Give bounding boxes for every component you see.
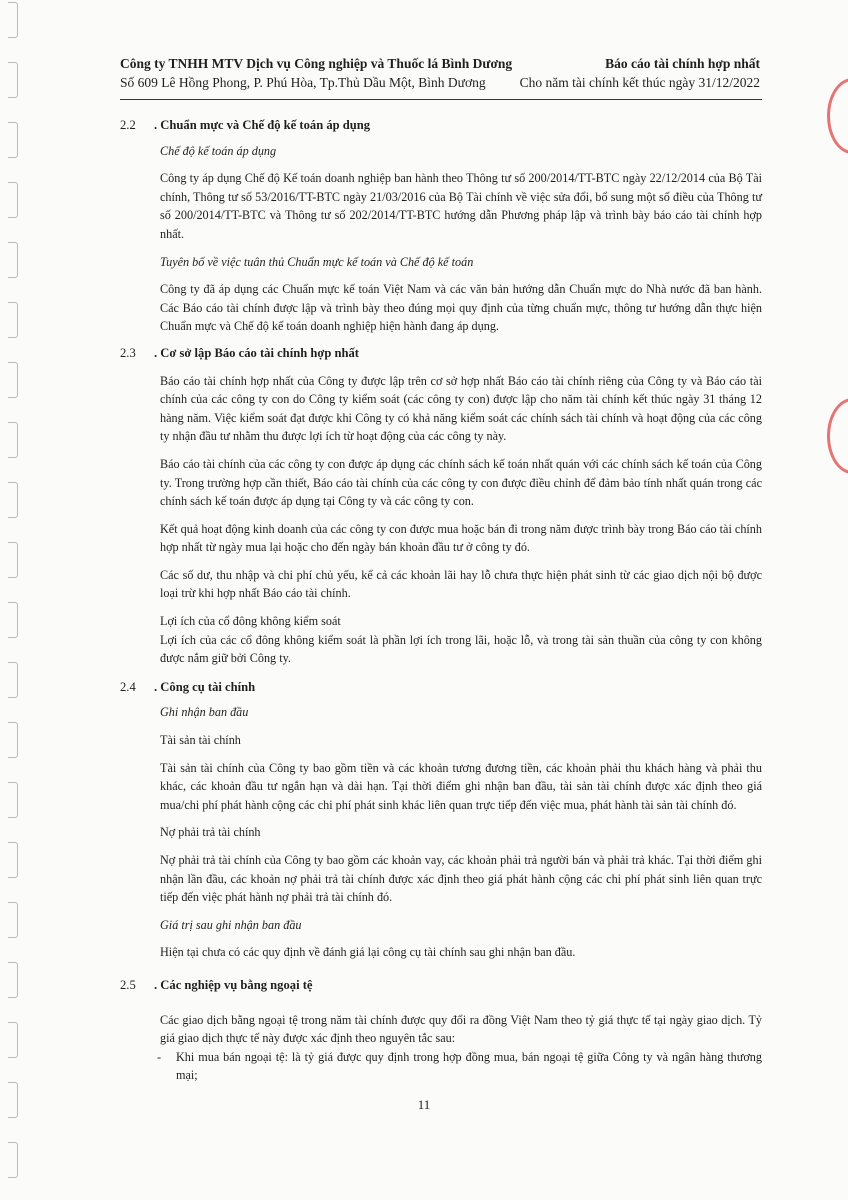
binding-hole [8, 1022, 18, 1058]
header-left [120, 54, 512, 92]
section-body [160, 372, 762, 668]
section-heading [120, 344, 762, 363]
paragraph: Tài sản tài chính của Công ty bao gồm tiền và các khoản tương đương tiền, các khoản phải thu khách hàng và phải thu khác, các khoản đầu tư ngắn hạn và dài hạn. Tại thời điểm ghi nhận ban đầu, tài sản tài chính được xác định theo giá mua/chi phí phát hành cộng các chi phí phát sinh khác liên quan trực tiếp đến việc mua, phát hành tài sản tài chính đó. [160, 760, 762, 812]
binding-hole [8, 542, 18, 578]
subheading: Giá trị sau ghi nhận ban đầu [160, 917, 302, 932]
stamp-mark [827, 398, 848, 474]
report-title: Báo cáo tài chính hợp nhất [605, 56, 760, 71]
section-title: . Công cụ tài chính [154, 679, 256, 694]
section-number: 2.2 [120, 118, 136, 132]
paragraph: Công ty đã áp dụng các Chuẩn mực kế toán Việt Nam và các văn bản hướng dẫn Chuẩn mực do Nhà nước đã ban hành. Các Báo cáo tài chính được lập và trình bày theo đúng mọi quy định của từng chuẩn mực, thông tư hướng dẫn thực hiện Chuẩn mực và Chế độ kế toán doanh nghiệp hiện hành đang áp dụng. [160, 282, 762, 334]
binding-hole [8, 902, 18, 938]
binding-hole [8, 842, 18, 878]
binding-hole [8, 782, 18, 818]
section-body [160, 1011, 762, 1048]
binding-hole [8, 62, 18, 98]
paragraph: Hiện tại chưa có các quy định về đánh giá lại công cụ tài chính sau ghi nhận ban đầu. [160, 945, 576, 960]
binding-hole [8, 962, 18, 998]
binding-margin [0, 0, 26, 1200]
paragraph: Nợ phải trả tài chính của Công ty bao gồm các khoản vay, các khoản phải trả người bán và phải trả khác. Tại thời điểm ghi nhận lần đầu, các khoản nợ phải trả tài chính được xác định theo giá phát hành cộng các chi phí phát sinh liên quan trực tiếp đến việc phát hành nợ phải trả tài chính đó. [160, 853, 762, 905]
section-number: 2.5 [120, 977, 136, 992]
section-body [160, 142, 762, 336]
section-number: 2.4 [120, 679, 136, 694]
section-title: . Cơ sở lập Báo cáo tài chính hợp nhất [154, 345, 359, 360]
paragraph: Lợi ích của các cổ đông không kiểm soát là phần lợi ích trong lãi, hoặc lỗ, và trong tài sản thuần của công ty con không được nắm giữ bởi Công ty. [160, 632, 762, 666]
subheading: Lợi ích của cổ đông không kiểm soát [160, 614, 341, 629]
header-divider [120, 99, 762, 100]
binding-hole [8, 662, 18, 698]
subheading: Nợ phải trả tài chính [160, 825, 261, 840]
subheading: Tài sản tài chính [160, 733, 241, 748]
subheading: Tuyên bố về việc tuân thủ Chuẩn mực kế toán và Chế độ kế toán [160, 254, 474, 269]
binding-hole [8, 482, 18, 518]
page-content [120, 116, 762, 1085]
paragraph: Các giao dịch bằng ngoại tệ trong năm tài chính được quy đổi ra đồng Việt Nam theo tỷ giá thực tế tại ngày giao dịch. Tỷ giá giao dịch thực tế này được xác định theo nguyên tắc sau: [160, 1012, 762, 1046]
paragraph: Báo cáo tài chính của các công ty con được áp dụng các chính sách kế toán nhất quán với các chính sách kế toán của Công ty. Trong trường hợp cần thiết, Báo cáo tài chính của các công ty con được điều chỉnh để đảm bảo tính nhất quán trong các chính sách kế toán được áp dụng tại Công ty và các công ty con. [160, 456, 762, 509]
stamp-mark [827, 78, 848, 154]
paragraph: Công ty áp dụng Chế độ Kế toán doanh nghiệp ban hành theo Thông tư số 200/2014/TT-BTC ngày 22/12/2014 của Bộ Tài chính, Thông tư số 53/2016/TT-BTC ngày 21/03/2016 của Bộ Tài chính về việc sửa đổi, bổ sung một số điều của Thông tư số 200/2014/TT-BTC và Thông tư số 202/2014/TT-BTC hướng dẫn Phương pháp lập và trình bày báo cáo tài chính hợp nhất. [160, 171, 762, 241]
subheading: Ghi nhận ban đầu [160, 705, 249, 720]
company-address: Số 609 Lê Hồng Phong, P. Phú Hòa, Tp.Thủ Dầu Một, Bình Dương [120, 75, 486, 90]
binding-hole [8, 722, 18, 758]
bullet-item [157, 1048, 762, 1085]
paragraph: Báo cáo tài chính hợp nhất của Công ty được lập trên cơ sở hợp nhất Báo cáo tài chính riêng của Công ty và Báo cáo tài chính của các công ty con do Công ty kiểm soát (các công ty con) được lập cho năm tài chính kết thúc ngày 31 tháng 12 hàng năm. Việc kiểm soát đạt được khi Công ty có khả năng kiểm soát các chính sách tài chính và hoạt động của các công ty nhận đầu tư nhằm thu được lợi ích từ hoạt động của các công ty này. [160, 373, 762, 444]
company-name: Công ty TNHH MTV Dịch vụ Công nghiệp và Thuốc lá Bình Dương [120, 56, 513, 71]
section-number: 2.3 [120, 345, 136, 360]
binding-hole [8, 2, 18, 38]
binding-hole [8, 182, 18, 218]
binding-hole [8, 602, 18, 638]
binding-hole [8, 242, 18, 278]
section-title: . Các nghiệp vụ bằng ngoại tệ [154, 977, 313, 992]
section-heading [120, 116, 762, 135]
section-heading [120, 678, 762, 697]
bullet-text: Khi mua bán ngoại tệ: là tỷ giá được quy định trong hợp đồng mua, bán ngoại tệ giữa Công ty và ngân hàng thương mại; [176, 1049, 762, 1083]
bullet-dash: - [157, 1049, 162, 1064]
section-title: . Chuẩn mực và Chế độ kế toán áp dụng [154, 118, 371, 132]
binding-hole [8, 422, 18, 458]
paragraph: Các số dư, thu nhập và chi phí chủ yếu, kể cả các khoản lãi hay lỗ chưa thực hiện phát sinh từ các giao dịch nội bộ được loại trừ khi hợp nhất Báo cáo tài chính. [160, 567, 762, 601]
page-number: 11 [417, 1097, 431, 1112]
binding-hole [8, 302, 18, 338]
subheading: Chế độ kế toán áp dụng [160, 143, 277, 158]
paragraph: Kết quả hoạt động kinh doanh của các công ty con được mua hoặc bán đi trong năm được trình bày trong Báo cáo tài chính hợp nhất từ ngày mua lại hoặc cho đến ngày bán khoản đầu tư ở công ty đó. [160, 521, 762, 555]
section-body [160, 703, 762, 962]
section-heading [120, 976, 762, 995]
report-period: Cho năm tài chính kết thúc ngày 31/12/2022 [519, 75, 760, 90]
header-right [520, 54, 760, 92]
binding-hole [8, 1142, 18, 1178]
binding-hole [8, 362, 18, 398]
binding-hole [8, 122, 18, 158]
